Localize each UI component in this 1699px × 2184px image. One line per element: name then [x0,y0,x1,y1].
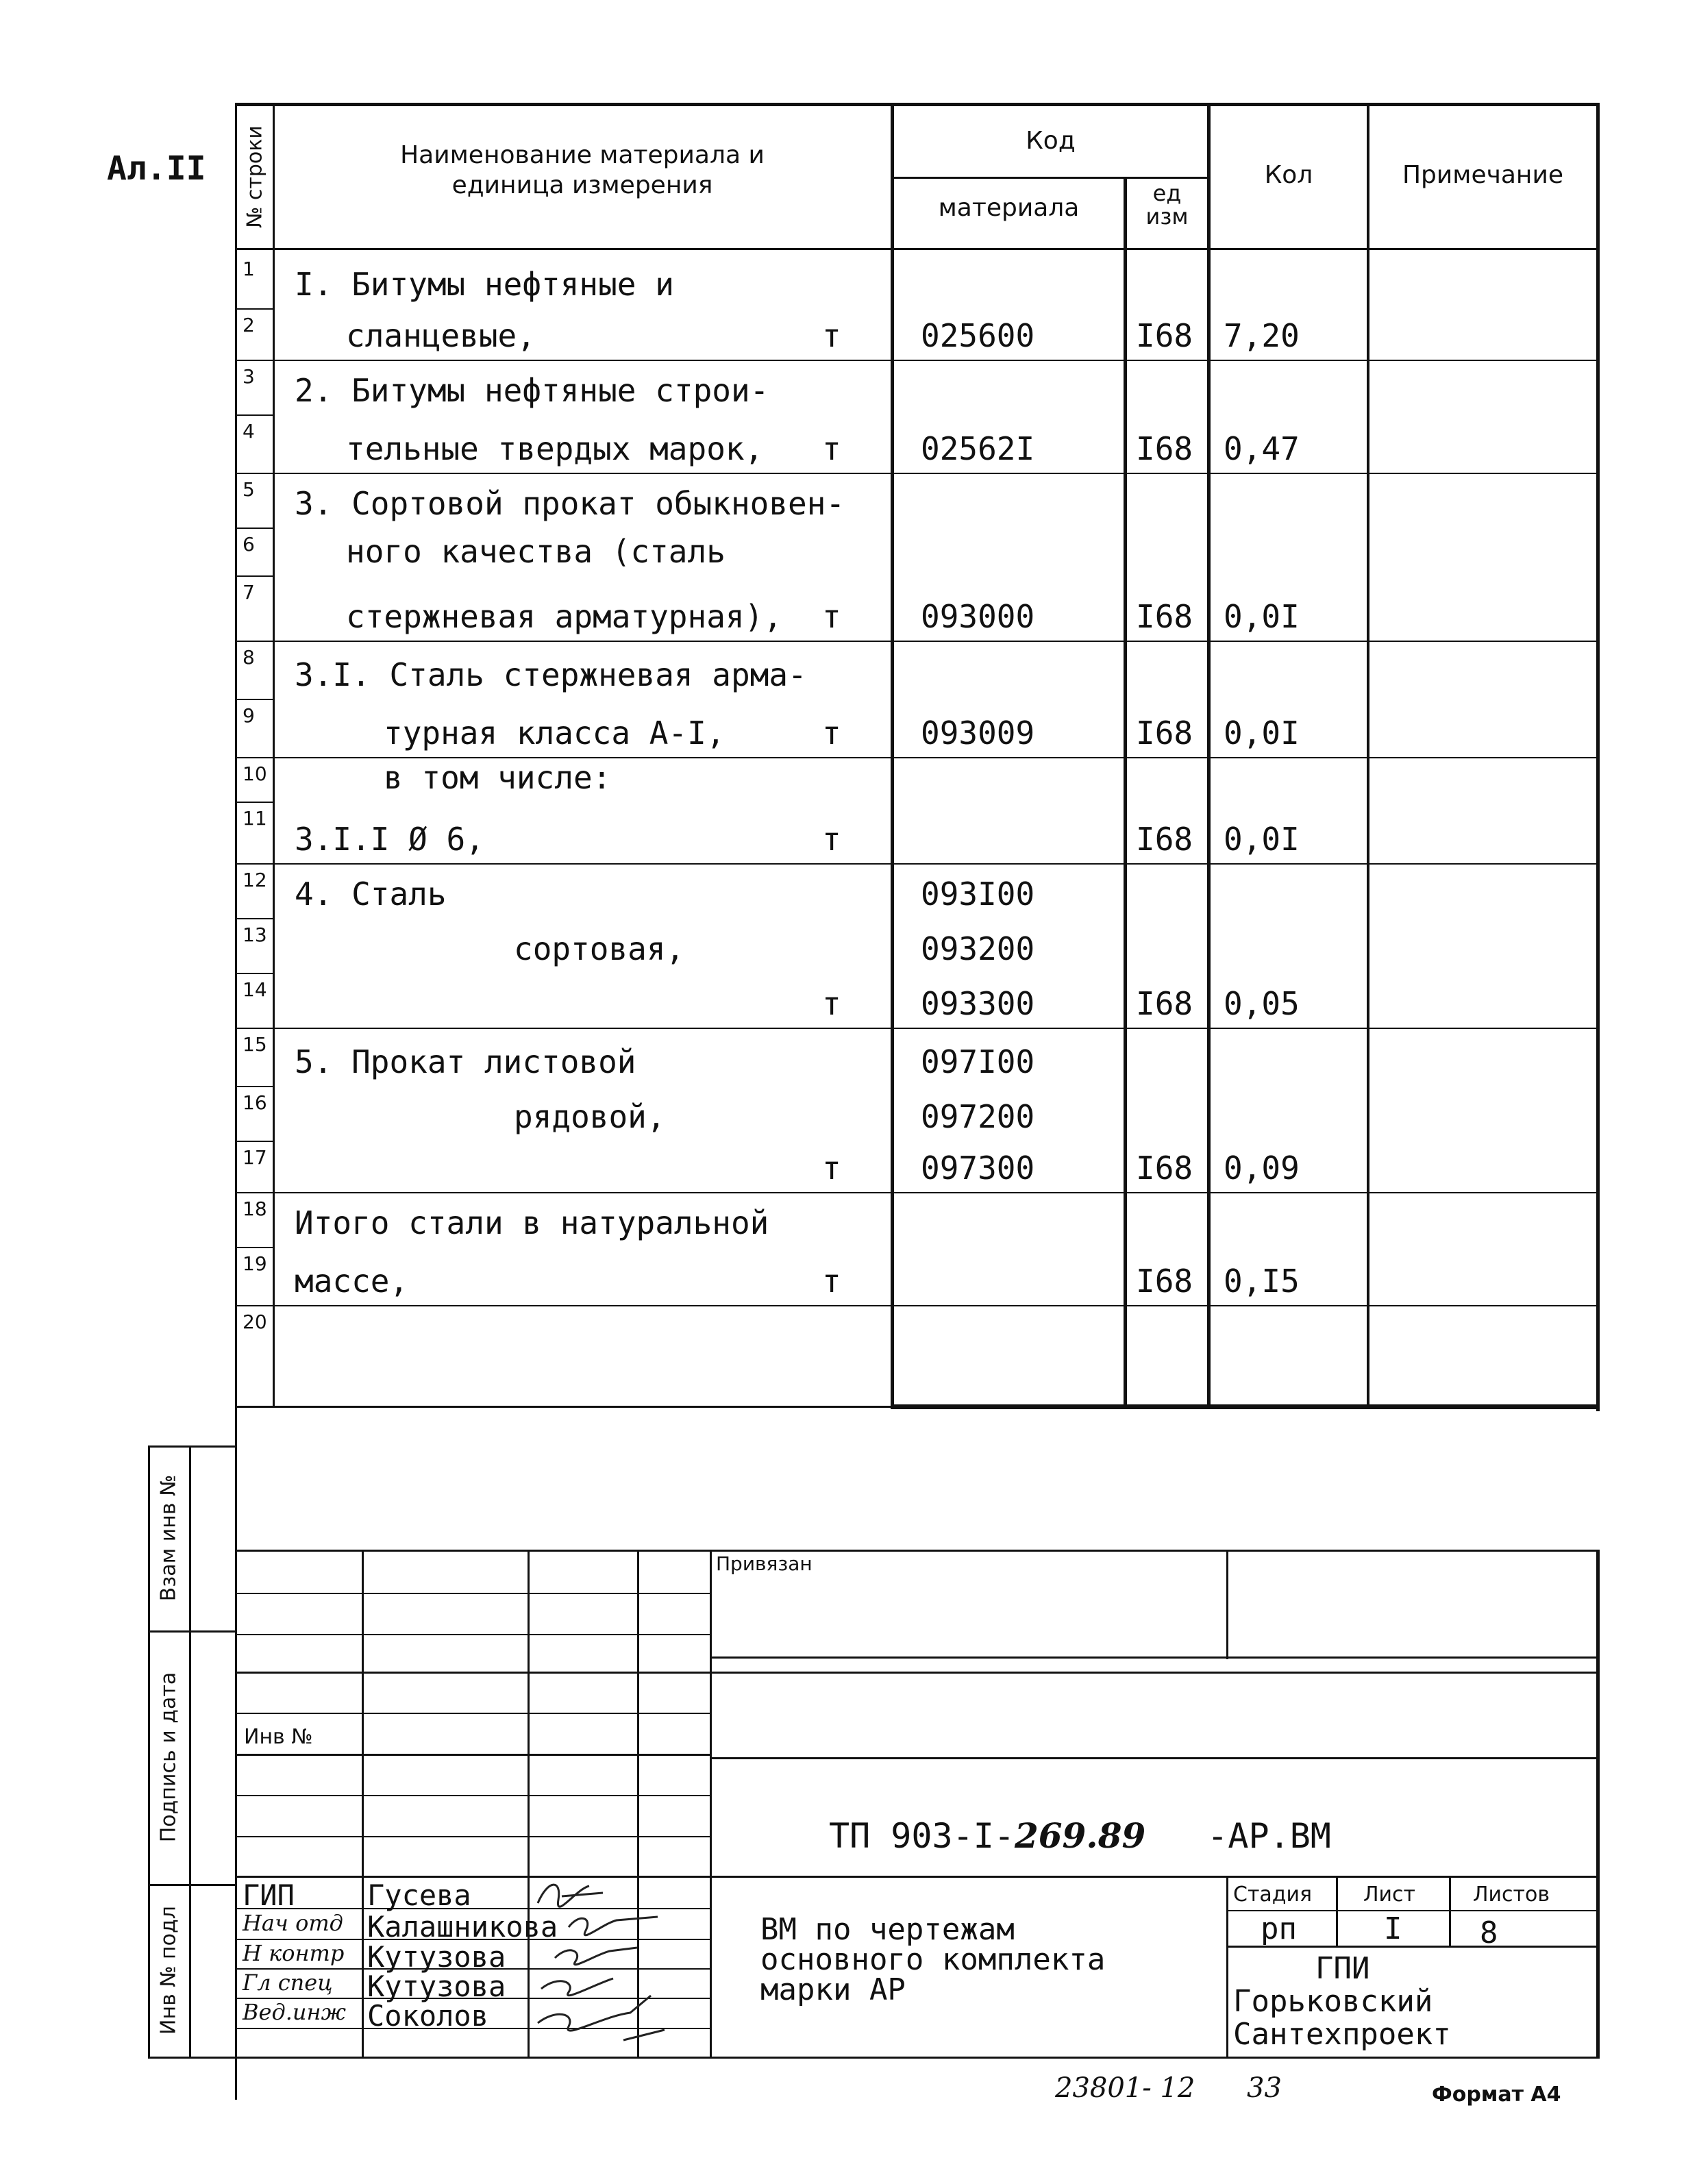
material-code: 093009 [921,715,1035,752]
row-number: 1 [243,258,255,280]
unit-of-measure: т [822,1263,841,1300]
unit-of-measure: т [822,317,841,354]
material-code: 025600 [921,317,1035,354]
row-divider [237,473,1596,474]
material-name: I. Битумы нефтяные и [295,266,674,303]
material-name: сланцевые, [346,317,536,354]
signer-name: Кутузова [367,1970,506,2003]
unit-code: I68 [1136,317,1193,354]
stamp-podpis-data: Подпись и дата [156,1672,181,1843]
unit-code: I68 [1136,430,1193,467]
row-divider [237,757,1596,758]
unit-of-measure: т [822,1150,841,1187]
header-row-no: № строки [243,125,267,228]
quantity: 0,09 [1224,1150,1300,1187]
row-number: 8 [243,646,255,669]
row-number: 20 [243,1311,267,1333]
signer-role: Н контр [243,1940,345,1966]
row-divider [237,1086,273,1087]
signer-name: Кутузова [367,1940,506,1974]
row-divider [237,973,273,974]
unit-code: I68 [1136,821,1193,858]
row-divider [237,414,273,416]
quantity: 0,I5 [1224,1263,1300,1300]
quantity: 7,20 [1224,317,1300,354]
stamp-vzam-inv: Взам инв № [156,1474,181,1602]
material-code: 093I00 [921,876,1035,913]
header-unit: ед изм [1145,180,1189,229]
row-divider [237,308,273,310]
row-number: 16 [243,1091,267,1114]
stage-value: рп [1261,1911,1297,1946]
unit-code: I68 [1136,1150,1193,1187]
organization [1233,1952,1596,2051]
signer-role: ГИП [243,1878,295,1912]
unit-code: I68 [1136,598,1193,635]
quantity: 0,0I [1224,598,1300,635]
header-note: Примечание [1402,161,1564,189]
row-divider [237,802,273,803]
unit-code: I68 [1136,985,1193,1022]
material-name: 3.I.I Ø 6, [295,821,484,858]
title-line: ВМ по чертежам [760,1912,1015,1947]
quantity: 0,0I [1224,715,1300,752]
row-number: 13 [243,923,267,946]
document-code: ТП 903-I-269.89 -АР.ВМ [829,1815,1331,1856]
row-number: 18 [243,1198,267,1220]
row-number: 2 [243,314,255,336]
row-divider [237,575,273,577]
row-divider [237,528,273,529]
row-number: 10 [243,762,267,785]
row-divider [237,918,273,919]
unit-of-measure: т [822,430,841,467]
header-qty: Кол [1264,161,1313,189]
material-name: 5. Прокат листовой [295,1043,636,1080]
format-label: Формат А4 [1432,2083,1561,2107]
row-divider [237,1028,1596,1029]
material-name: массе, [295,1263,409,1300]
org-line: Сантехпроект [1233,2017,1451,2052]
row-number: 5 [243,478,255,501]
signer-name: Соколов [367,1999,489,2033]
material-name: 3.I. Сталь стержневая арма- [295,656,807,693]
sheets-value: 8 [1480,1915,1498,1950]
row-number: 3 [243,365,255,388]
unit-of-measure: т [822,821,841,858]
material-name: сортовая, [514,930,685,967]
row-divider [237,1305,1596,1306]
privyazan-label: Привязан [716,1552,813,1575]
inv-no-label: Инв № [244,1725,313,1749]
material-name: 4. Сталь [295,876,447,913]
sheet-value: I [1384,1911,1402,1946]
unit-of-measure: т [822,985,841,1022]
material-code: 093300 [921,985,1035,1022]
quantity: 0,0I [1224,821,1300,858]
material-code: 02562I [921,430,1035,467]
material-name: тельные твердых марок, [346,430,764,467]
material-name: в том числе: [384,759,612,796]
row-number: 15 [243,1033,267,1056]
row-number: 11 [243,807,267,830]
sheet-label-cell: Лист [1363,1883,1416,1907]
header-code: Код [1026,127,1076,155]
material-code: 093200 [921,930,1035,967]
document-title [760,1912,1106,2007]
quantity: 0,05 [1224,985,1300,1022]
signatures-drawing [528,1876,685,2068]
signer-role: Нач отд [243,1910,343,1936]
org-line: ГПИ [1315,1951,1370,1986]
row-divider [237,1141,273,1142]
material-code: 097200 [921,1098,1035,1135]
row-number: 17 [243,1146,267,1169]
signer-name: Калашникова [367,1910,558,1944]
material-name: Итого стали в натуральной [295,1204,769,1241]
page-number: 33 [1247,2072,1282,2104]
material-code: 093000 [921,598,1035,635]
unit-code: I68 [1136,1263,1193,1300]
sheet-label: Ал.II [107,149,206,188]
material-name: 3. Сортовой прокат обыкновен- [295,485,845,522]
title-line: марки АР [760,1972,906,2007]
row-number: 7 [243,581,255,604]
material-name: стержневая арматурная), [346,598,782,635]
row-number: 6 [243,533,255,556]
archive-number: 23801- 12 [1055,2072,1195,2104]
row-divider [237,1192,1596,1193]
row-number: 9 [243,704,255,727]
signer-role: Вед.инж [243,1999,346,2025]
row-divider [237,1247,273,1248]
stamp-inv-podl: Инв № подл [156,1906,181,2035]
row-divider [237,863,1596,865]
unit-of-measure: т [822,598,841,635]
material-name: ного качества (сталь [346,533,726,570]
row-number: 12 [243,869,267,891]
unit-code: I68 [1136,715,1193,752]
material-name: рядовой, [514,1098,666,1135]
material-code: 097300 [921,1150,1035,1187]
header-name: Наименование материала и единица измерения [400,141,765,199]
quantity: 0,47 [1224,430,1300,467]
row-number: 14 [243,978,267,1001]
sheets-label: Листов [1473,1883,1550,1907]
row-divider [237,699,273,700]
header-material: материала [938,194,1080,222]
stage-label: Стадия [1233,1883,1313,1907]
signer-role: Гл спец [243,1970,333,1996]
row-number: 4 [243,420,255,443]
row-divider [237,641,1596,642]
row-number: 19 [243,1252,267,1275]
org-line: Горьковский [1233,1984,1433,2019]
row-divider [237,360,1596,361]
unit-of-measure: т [822,715,841,752]
title-line: основного комплекта [760,1942,1106,1977]
material-name: турная класса А-I, [384,715,726,752]
material-code: 097I00 [921,1043,1035,1080]
material-name: 2. Битумы нефтяные строи- [295,372,769,409]
signer-name: Гусева [367,1878,471,1912]
